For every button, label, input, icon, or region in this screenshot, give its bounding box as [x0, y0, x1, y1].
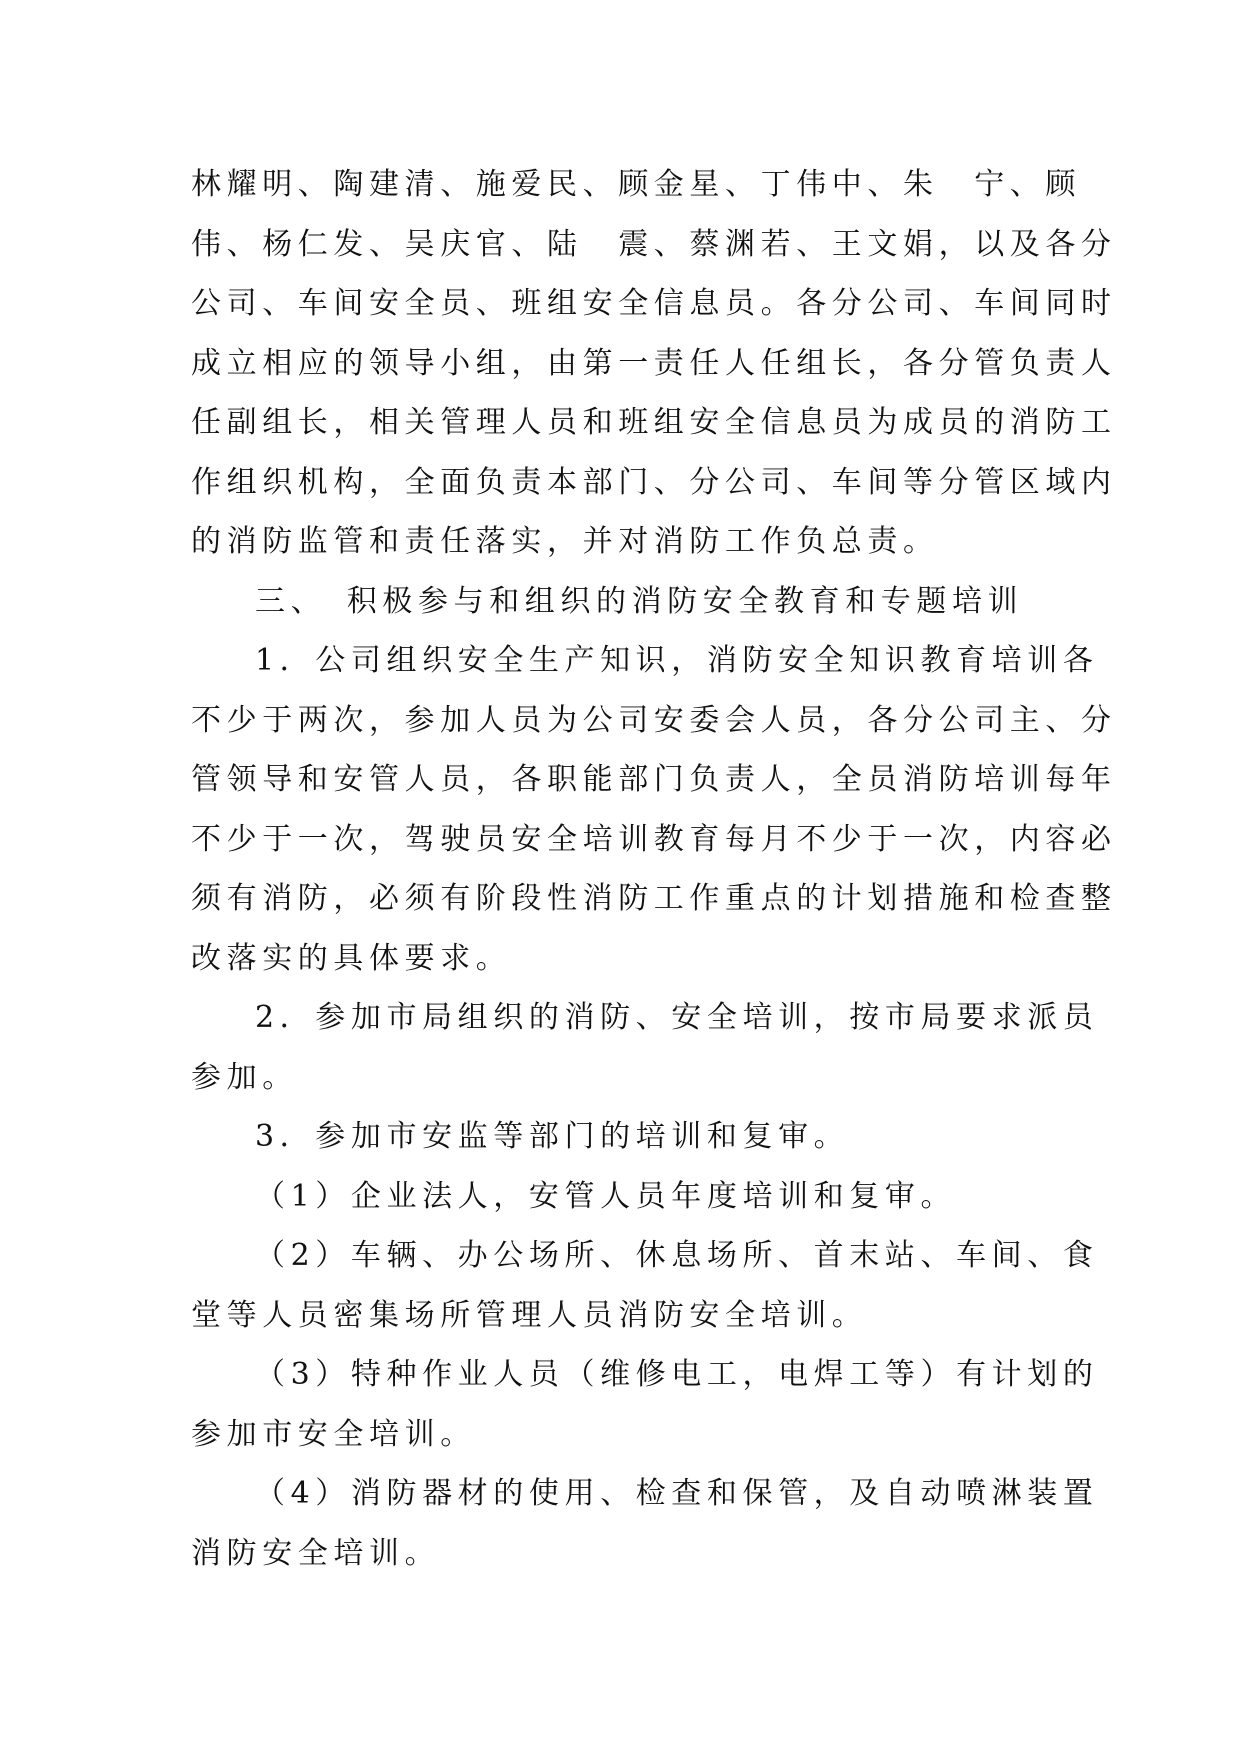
- document-body: [191, 155, 1117, 1583]
- text-line: 不少于一次，驾驶员安全培训教育每月不少于一次，内容必: [191, 821, 1117, 857]
- text-line: 作组织机构，全面负责本部门、分公司、车间等分管区域内: [191, 464, 1117, 500]
- text-line: （2）车辆、办公场所、休息场所、首末站、车间、食: [255, 1238, 1099, 1273]
- text-line: 消防安全培训。: [191, 1535, 441, 1571]
- text-line: 任副组长，相关管理人员和班组安全信息员为成员的消防工: [191, 405, 1117, 440]
- text-line: （1）企业法人，安管人员年度培训和复审。: [255, 1178, 957, 1214]
- text-line: 林耀明、陶建清、施爱民、顾金星、丁伟中、朱 宁、顾: [191, 167, 1081, 202]
- text-line: 的消防监管和责任落实，并对消防工作负总责。: [191, 524, 939, 559]
- text-line: 公司、车间安全员、班组安全信息员。各分公司、车间同时: [191, 286, 1117, 321]
- text-line: 1．公司组织安全生产知识，消防安全知识教育培训各: [255, 643, 1099, 678]
- text-line: （4）消防器材的使用、检查和保管，及自动喷淋装置: [255, 1476, 1099, 1511]
- text-line: 管领导和安管人员，各职能部门负责人，全员消防培训每年: [191, 762, 1117, 797]
- text-line: 2．参加市局组织的消防、安全培训，按市局要求派员: [255, 1000, 1099, 1035]
- section-heading: 三、 积极参与和组织的消防安全教育和专题培训: [255, 583, 1024, 619]
- text-line: 须有消防，必须有阶段性消防工作重点的计划措施和检查整: [191, 881, 1117, 916]
- text-line: 堂等人员密集场所管理人员消防安全培训。: [191, 1297, 868, 1333]
- text-line: 不少于两次，参加人员为公司安委会人员，各分公司主、分: [191, 702, 1117, 738]
- text-line: 参加市安全培训。: [191, 1416, 476, 1452]
- text-line: （3）特种作业人员（维修电工，电焊工等）有计划的: [255, 1357, 1099, 1392]
- text-line: 成立相应的领导小组，由第一责任人任组长，各分管负责人: [191, 345, 1117, 381]
- text-line: 改落实的具体要求。: [191, 940, 512, 976]
- text-line: 伟、杨仁发、吴庆官、陆 震、蔡渊若、王文娟，以及各分: [191, 226, 1117, 262]
- text-line: 参加。: [191, 1059, 298, 1095]
- text-line: 3．参加市安监等部门的培训和复审。: [255, 1119, 850, 1154]
